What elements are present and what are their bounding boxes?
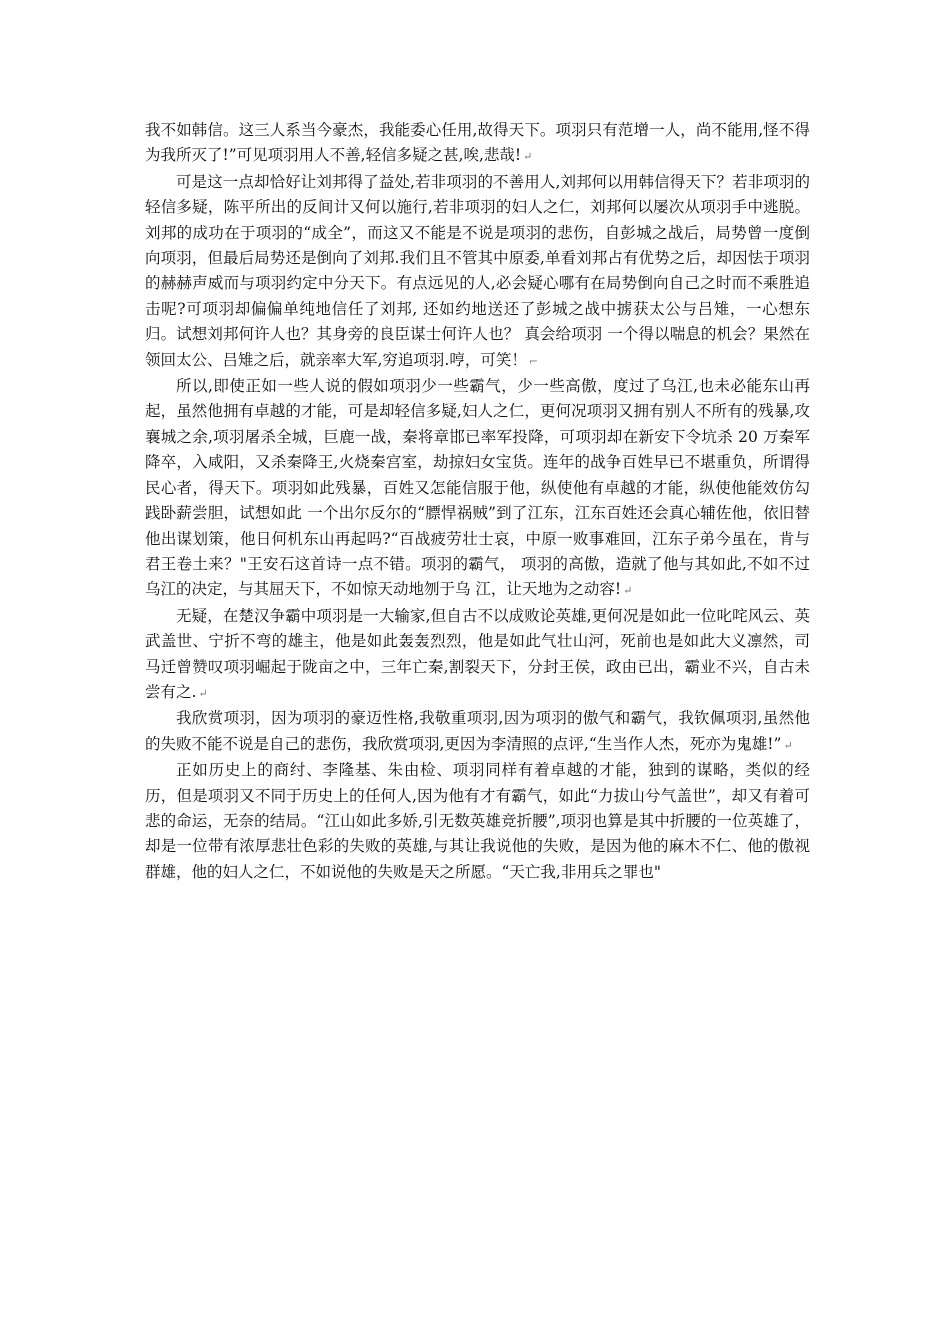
paragraph-mark-icon: ↵ [783,738,793,752]
paragraph-mark-icon: ⌐ [528,354,539,368]
paragraph-6 [145,758,810,886]
paragraph-1 [145,118,810,170]
paragraph-6-text: 正如历史上的商纣、李隆基、朱由检、项羽同样有着卓越的才能，独到的谋略，类似的经历，但是项羽又不同于历史上的任何人,因为他有才有霸气，如此“力拔山兮气盖世”，却又有着可悲的命运，无奈的结局。“江山如此多娇,引无数英雄竞折腰”,项羽也算是其中折腰的一位英雄了，却是一位带有浓厚悲壮色彩的失败的英雄,与其让我说他的失败，是因为他的麻木不仁、他的傲视群雄，他的妇人之仁，不如说他的失败是天之所愿。“天亡我,非用兵之罪也" [145,761,810,881]
paragraph-5 [145,706,810,758]
paragraph-2 [145,170,810,374]
paragraph-2-text: 可是这一点却恰好让刘邦得了益处,若非项羽的不善用人,刘邦何以用韩信得天下？若非项羽的轻信多疑，陈平所出的反间计又何以施行,若非项羽的妇人之仁，刘邦何以屡次从项羽手中逃脱。刘邦的成功在于项羽的“成全”，而这又不能是不说是项羽的悲伤，自彭城之战后，局势曾一度倒向项羽，但最后局势还是倒向了刘邦.我们且不管其中原委,单看刘邦占有优势之后，却因怯于项羽的赫赫声威而与项羽约定中分天下。有点远见的人,必会疑心哪有在局势倒向自己之时而不乘胜追击呢?可项羽却偏偏单纯地信任了刘邦, 还如约地送还了彭城之战中掳获太公与吕雉，一心想东归。试想刘邦何许人也？其身旁的良臣谋士何许人也？ 真会给项羽 一个得以喘息的机会？果然在领回太公、吕雉之后，就亲率大军,穷追项羽.哼，可笑！ [145,172,810,369]
paragraph-4 [145,604,810,707]
document-body [145,118,810,886]
paragraph-3-text: 所以,即使正如一些人说的假如项羽少一些霸气，少一些高傲，度过了乌江,也未必能东山再起，虽然他拥有卓越的才能，可是却轻信多疑,妇人之仁，更何况项羽又拥有别人不所有的残暴,攻襄城之余,项羽屠杀全城，巨鹿一战，秦将章邯已率军投降，可项羽却在新安下令坑杀 20 万秦军降卒，入咸阳，又杀秦降王,火烧秦宫室，劫掠妇女宝货。连年的战争百姓早已不堪重负，所谓得民心者，得天下。项羽如此残暴，百姓又怎能信服于他，纵使他有卓越的才能，纵使他能效仿勾践卧薪尝胆，试想如此 一个出尔反尔的“膘悍祸贼”到了江东，江东百姓还会真心辅佐他，依旧替他出谋划策，他日何机东山再起吗?“百战疲劳壮士哀，中原一败事难回，江东子弟今虽在，肯与君王卷土来？"王安石这首诗一点不错。项羽的霸气， 项羽的高傲，造就了他与其如此,不如不过乌江的决定，与其屈天下，不如惊天动地刎于乌 江，让天地为之动容! [145,377,810,599]
paragraph-3 [145,374,810,604]
paragraph-4-text: 无疑，在楚汉争霸中项羽是一大输家,但自古不以成败论英雄,更何况是如此一位叱咤风云、英武盖世、宁折不弯的雄主，他是如此轰轰烈烈，他是如此气壮山河，死前也是如此大义凛然，司马迁曾赞叹项羽崛起于陇亩之中，三年亡秦,割裂天下，分封王侯，政由已出，霸业不兴，自古未尝有之. [145,606,810,701]
paragraph-mark-icon: ↵ [523,150,533,164]
paragraph-mark-icon: ↵ [623,584,633,598]
paragraph-mark-icon: ↵ [198,686,208,700]
paragraph-1-text: 我不如韩信。这三人系当今豪杰，我能委心任用,故得天下。项羽只有范增一人，尚不能用,怪不得为我所灭了!”可见项羽用人不善,轻信多疑之甚,唉,悲哉! [145,121,810,165]
paragraph-5-text: 我欣赏项羽，因为项羽的豪迈性格,我敬重项羽,因为项羽的傲气和霸气，我钦佩项羽,虽然他的失败不能不说是自己的悲伤，我欣赏项羽,更因为李清照的点评,“生当作人杰，死亦为鬼雄!” [145,709,810,753]
